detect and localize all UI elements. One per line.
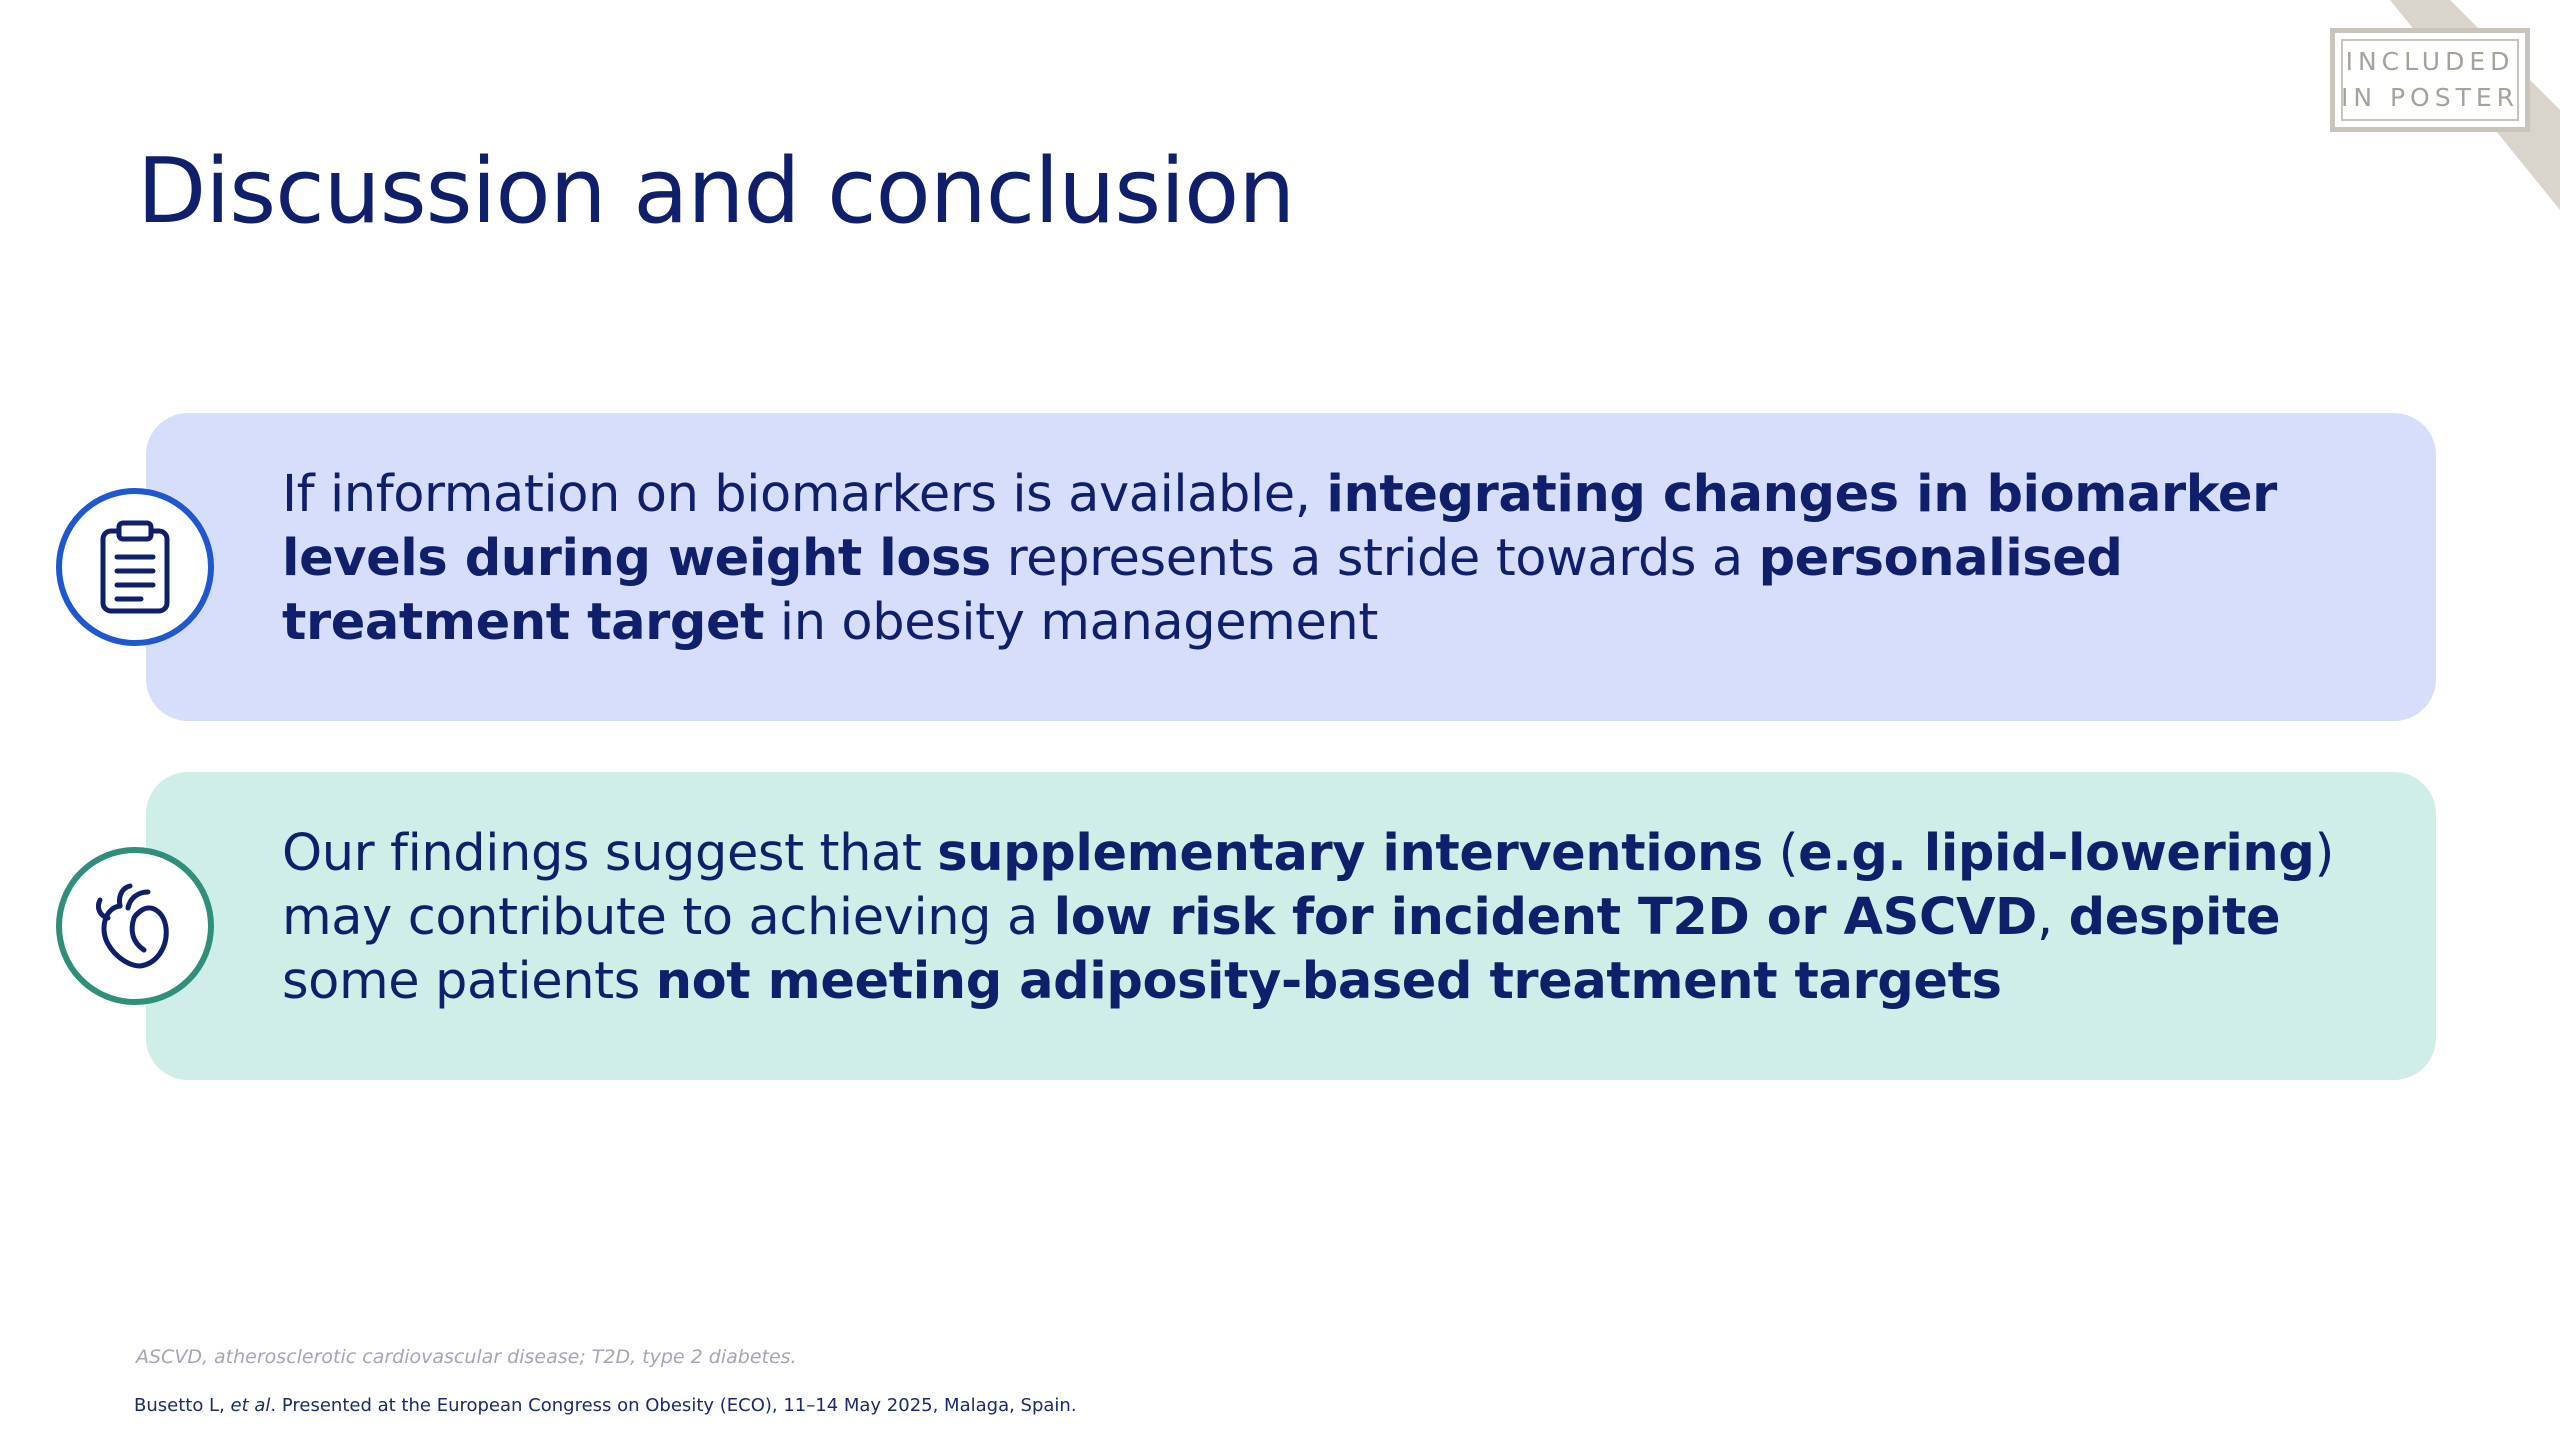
card-1-segment: If information on biomarkers is available, xyxy=(282,465,1327,524)
card-1-segment: personalised treatment target xyxy=(282,529,2123,652)
conclusion-text-2 xyxy=(282,822,2402,1014)
card-1-segment: in obesity management xyxy=(764,593,1378,652)
card-2-segment: not meeting adiposity-based treatment targets xyxy=(655,952,2002,1011)
reference-citation xyxy=(134,1395,1077,1416)
clipboard-icon-badge xyxy=(56,488,214,646)
card-1-segment: represents a stride towards a xyxy=(990,529,1759,588)
badge-line-1: INCLUDED xyxy=(2345,47,2515,76)
card-2-segment: ( xyxy=(1762,824,1799,883)
card-2-segment: e.g. lipid-lowering xyxy=(1798,824,2315,883)
card-2-segment: despite xyxy=(2068,888,2281,947)
card-2-segment: , xyxy=(2036,888,2069,947)
reference-etal: et al xyxy=(230,1395,271,1416)
heart-organ-icon xyxy=(90,878,180,974)
heart-icon-badge xyxy=(56,847,214,1005)
badge-line-2: IN POSTER xyxy=(2340,83,2520,112)
card-2-segment: ) may contribute to achieving a xyxy=(282,824,2334,947)
clipboard-icon xyxy=(95,519,175,615)
conclusion-card-1 xyxy=(146,413,2436,721)
reference-rest: . Presented at the European Congress on Obesity (ECO), 11–14 May 2025, Malaga, Spain. xyxy=(270,1395,1077,1416)
card-2-segment: low risk for incident T2D or ASCVD xyxy=(1053,888,2037,947)
reference-author: Busetto L, xyxy=(134,1395,231,1416)
card-2-segment: Our findings suggest that xyxy=(282,824,938,883)
abbreviations-footnote: ASCVD, atherosclerotic cardiovascular disease; T2D, type 2 diabetes. xyxy=(136,1346,797,1368)
slide-title: Discussion and conclusion xyxy=(137,139,1295,244)
card-2-segment: supplementary interventions xyxy=(937,824,1763,883)
included-in-poster-badge xyxy=(2330,28,2530,132)
conclusion-text-1 xyxy=(282,463,2402,655)
card-2-segment: some patients xyxy=(282,952,656,1011)
card-1-segment: integrating changes in biomarker levels during weight loss xyxy=(282,465,2277,588)
conclusion-card-2 xyxy=(146,772,2436,1080)
